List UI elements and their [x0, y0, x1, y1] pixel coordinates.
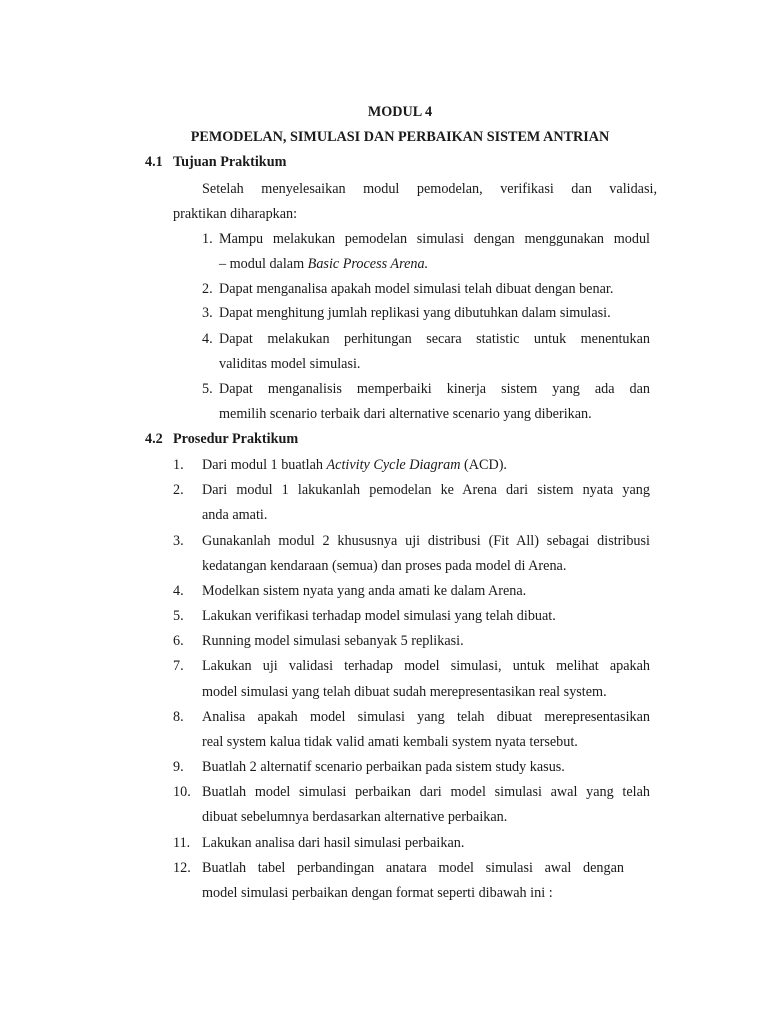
list-item-text: Analisa apakah model simulasi yang telah dibuat merepresentasikan: [202, 709, 650, 725]
page-title: MODUL 4: [367, 104, 433, 120]
list-number: 1.: [173, 457, 184, 473]
section-number: 4.1: [145, 154, 163, 170]
list-number: 2.: [173, 482, 184, 498]
list-item-text: Dapat menghitung jumlah replikasi yang dibutuhkan dalam simulasi.: [219, 305, 611, 321]
list-item-text: Buatlah 2 alternatif scenario perbaikan pada sistem study kasus.: [202, 759, 565, 775]
list-number: 4.: [173, 583, 184, 599]
list-number: 4.: [202, 331, 213, 347]
list-item-text: Mampu melakukan pemodelan simulasi dengan menggunakan modul: [219, 231, 650, 247]
list-item-text: – modul dalam: [219, 256, 308, 272]
list-number: 11.: [173, 835, 191, 851]
list-number: 5.: [173, 608, 184, 624]
list-item-text-continued: memilih scenario terbaik dari alternative scenario yang diberikan.: [219, 406, 592, 422]
list-item-text: Dapat menganalisis memperbaiki kinerja sistem yang ada dan: [219, 381, 650, 397]
list-item-text: Dapat menganalisa apakah model simulasi telah dibuat dengan benar.: [219, 281, 614, 297]
list-item-text-continued: dibuat sebelumnya berdasarkan alternative perbaikan.: [202, 809, 508, 825]
list-item-text-continued: real system kalua tidak valid amati kembali system nyata tersebut.: [202, 734, 578, 750]
intro-paragraph-line-1: Setelah menyelesaikan modul pemodelan, verifikasi dan validasi,: [202, 181, 657, 197]
page-subtitle: PEMODELAN, SIMULASI DAN PERBAIKAN SISTEM ANTRIAN: [190, 129, 610, 145]
list-item-text: Dari modul 1 buatlah: [202, 457, 327, 473]
list-number: 1.: [202, 231, 213, 247]
list-number: 10.: [173, 784, 191, 800]
list-number: 12.: [173, 860, 191, 876]
list-item-text: Lakukan verifikasi terhadap model simulasi yang telah dibuat.: [202, 608, 556, 624]
section-heading-4-2: [145, 431, 298, 448]
list-item-text-continued: anda amati.: [202, 507, 268, 523]
list-number: 3.: [202, 305, 213, 321]
list-item-text-continued: kedatangan kendaraan (semua) dan proses pada model di Arena.: [202, 558, 567, 574]
list-number: 8.: [173, 709, 184, 725]
list-number: 3.: [173, 533, 184, 549]
list-number: 6.: [173, 633, 184, 649]
acd-term: Activity Cycle Diagram: [326, 457, 461, 473]
list-item-text-continued: model simulasi perbaikan dengan format seperti dibawah ini :: [202, 885, 553, 901]
list-item-text-continued: validitas model simulasi.: [219, 356, 361, 372]
list-item-text: [202, 457, 507, 474]
list-item-text-continued: [219, 256, 428, 273]
section-number: 4.2: [145, 431, 163, 447]
section-title: Prosedur Praktikum: [173, 431, 299, 447]
list-item-text: Dapat melakukan perhitungan secara statistic untuk menentukan: [219, 331, 650, 347]
section-title: Tujuan Praktikum: [173, 154, 287, 170]
list-number: 9.: [173, 759, 184, 775]
list-item-text: Gunakanlah modul 2 khususnya uji distribusi (Fit All) sebagai distribusi: [202, 533, 650, 549]
list-item-text: Dari modul 1 lakukanlah pemodelan ke Arena dari sistem nyata yang: [202, 482, 650, 498]
list-item-text: Running model simulasi sebanyak 5 replikasi.: [202, 633, 464, 649]
arena-term: Basic Process Arena.: [307, 256, 429, 272]
intro-paragraph-line-2: praktikan diharapkan:: [173, 206, 298, 222]
list-item-text: Buatlah model simulasi perbaikan dari model simulasi awal yang telah: [202, 784, 650, 800]
list-item-text: (ACD).: [460, 457, 507, 473]
section-heading-4-1: [145, 154, 286, 171]
list-item-text: Lakukan uji validasi terhadap model simulasi, untuk melihat apakah: [202, 658, 650, 674]
list-number: 5.: [202, 381, 213, 397]
list-number: 7.: [173, 658, 184, 674]
list-item-text: Lakukan analisa dari hasil simulasi perbaikan.: [202, 835, 465, 851]
list-item-text: Buatlah tabel perbandingan anatara model simulasi awal dengan: [202, 860, 624, 876]
list-item-text-continued: model simulasi yang telah dibuat sudah merepresentasikan real system.: [202, 684, 607, 700]
list-item-text: Modelkan sistem nyata yang anda amati ke dalam Arena.: [202, 583, 527, 599]
list-number: 2.: [202, 281, 213, 297]
